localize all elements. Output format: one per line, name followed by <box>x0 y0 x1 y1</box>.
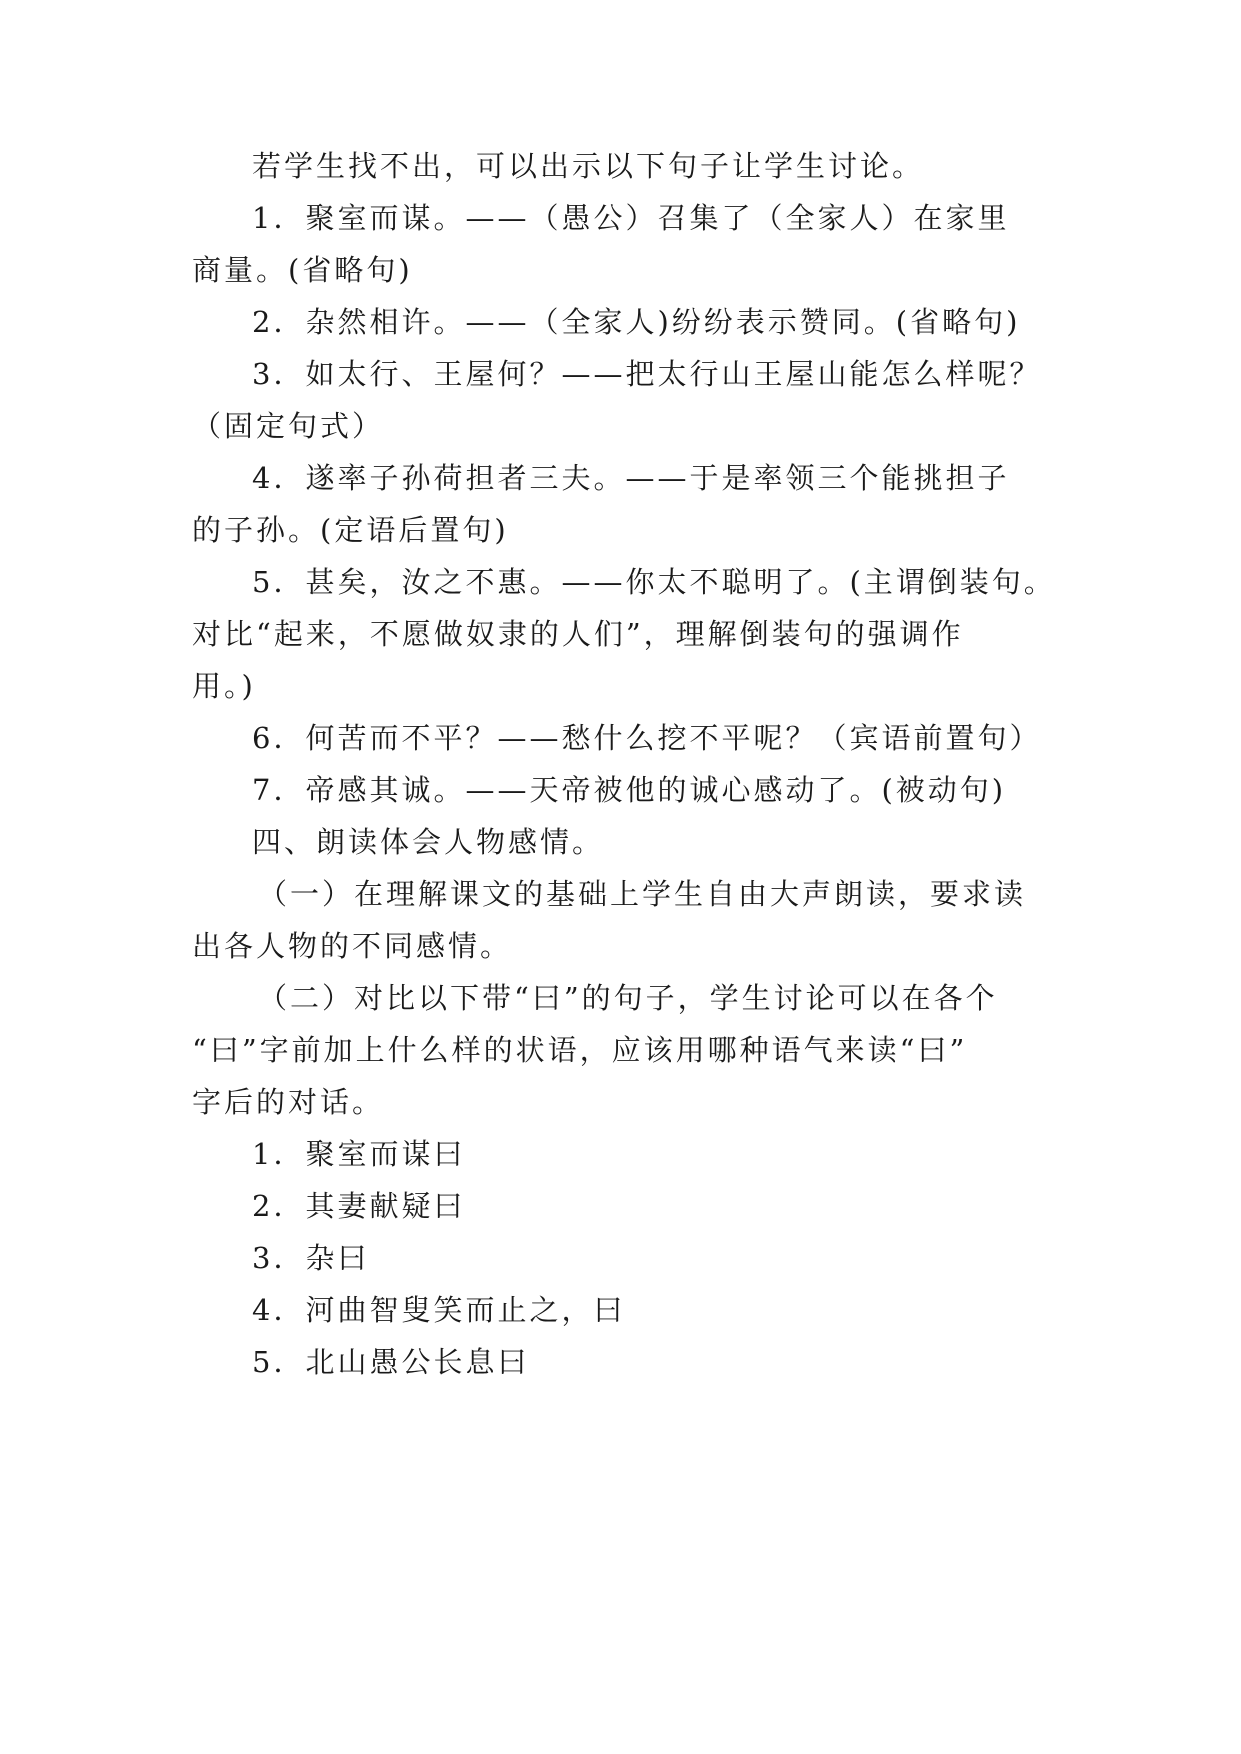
sentence-6: 6．何苦而不平？——愁什么挖不平呢？（宾语前置句） <box>252 721 1042 755</box>
sentence-5-line-2: 对比“起来，不愿做奴隶的人们”，理解倒装句的强调作 <box>192 617 964 651</box>
section-heading-4: 四、朗读体会人物感情。 <box>252 825 605 859</box>
sentence-1-line-1: 1．聚室而谋。——（愚公）召集了（全家人）在家里 <box>252 201 1010 235</box>
sentence-5-line-3: 用。) <box>192 669 256 703</box>
subsection-2-line-2: “曰”字前加上什么样的状语，应该用哪种语气来读“曰” <box>192 1033 968 1067</box>
sentence-2: 2．杂然相许。——（全家人)纷纷表示赞同。(省略句) <box>252 305 1021 339</box>
list-item-1: 1．聚室而谋曰 <box>252 1137 466 1171</box>
list-item-5: 5．北山愚公长息曰 <box>252 1345 530 1379</box>
list-item-2: 2．其妻献疑曰 <box>252 1189 466 1223</box>
list-item-4: 4．河曲智叟笑而止之，曰 <box>252 1293 626 1327</box>
sentence-3-line-2: （固定句式） <box>192 409 385 443</box>
subsection-1-line-1: （一）在理解课文的基础上学生自由大声朗读，要求读 <box>258 877 1027 911</box>
sentence-3-line-1: 3．如太行、王屋何？——把太行山王屋山能怎么样呢？ <box>252 357 1042 391</box>
list-item-3: 3．杂曰 <box>252 1241 370 1275</box>
paragraph-intro: 若学生找不出，可以出示以下句子让学生讨论。 <box>252 149 925 183</box>
subsection-1-line-2: 出各人物的不同感情。 <box>192 929 513 963</box>
sentence-4-line-1: 4．遂率子孙荷担者三夫。——于是率领三个能挑担子 <box>252 461 1010 495</box>
subsection-2-line-3: 字后的对话。 <box>192 1085 385 1119</box>
sentence-7: 7．帝感其诚。——天帝被他的诚心感动了。(被动句) <box>252 773 1007 807</box>
sentence-5-line-1: 5．甚矣，汝之不惠。——你太不聪明了。(主谓倒装句。 <box>252 565 1056 599</box>
sentence-1-line-2: 商量。(省略句) <box>192 253 413 287</box>
subsection-2-line-1: （二）对比以下带“曰”的句子，学生讨论可以在各个 <box>258 981 998 1015</box>
sentence-4-line-2: 的子孙。(定语后置句) <box>192 513 509 547</box>
